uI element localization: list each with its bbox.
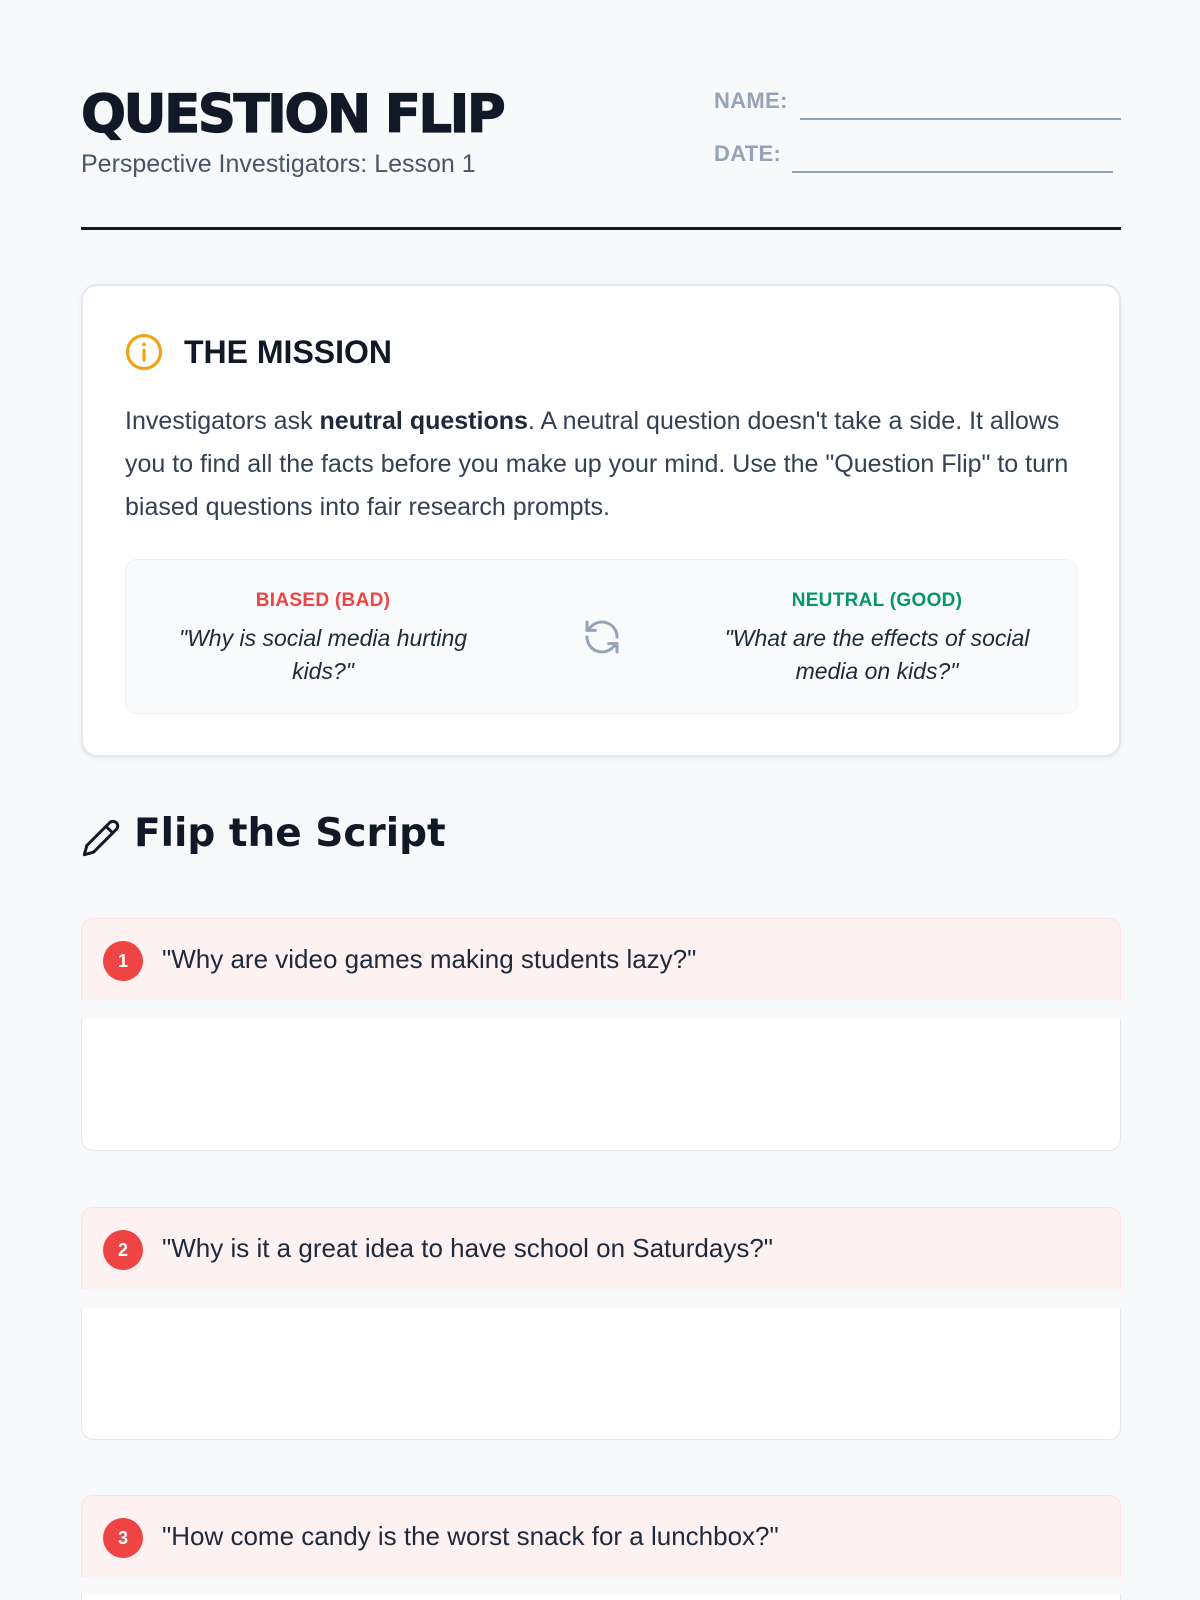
question-number-badge: 3 — [103, 1518, 143, 1558]
worksheet-header — [81, 84, 1121, 230]
question-number-badge: 2 — [103, 1230, 143, 1270]
question-text: "Why is it a great idea to have school on Saturdays?" — [162, 1233, 774, 1263]
page-subtitle: Perspective Investigators: Lesson 1 — [81, 150, 476, 178]
neutral-quote: "What are the effects of social media on kids?" — [724, 625, 1030, 684]
neutral-questions-emphasis: neutral questions — [319, 407, 528, 435]
refresh-icon — [582, 617, 622, 657]
name-field[interactable] — [800, 118, 1121, 120]
neutral-label: NEUTRAL (GOOD) — [791, 590, 963, 611]
answer-box-3[interactable] — [81, 1594, 1121, 1600]
mission-description: Investigators ask neutral questions. A neutral question doesn't take a side. It allows you to find all the facts before you make up your mind. Use the "Question Flip" to turn biased questions into fair research prompts. — [125, 407, 1069, 521]
mission-card — [81, 284, 1121, 757]
question-number-badge: 1 — [103, 941, 143, 981]
biased-label: BIASED (BAD) — [255, 590, 391, 611]
question-card-3 — [81, 1495, 1121, 1577]
date-label: DATE: — [714, 141, 782, 166]
date-field[interactable] — [792, 171, 1113, 173]
neutral-example — [712, 590, 1042, 688]
example-comparison — [125, 559, 1078, 714]
info-icon — [125, 333, 163, 371]
answer-box-1[interactable] — [81, 1019, 1121, 1151]
name-label: NAME: — [714, 88, 788, 113]
pencil-icon — [81, 818, 121, 858]
biased-quote: "Why is social media hurting kids?" — [178, 625, 468, 684]
mission-heading: THE MISSION — [184, 334, 393, 370]
biased-example — [158, 590, 488, 688]
question-text: "Why are video games making students lazy?" — [162, 944, 697, 974]
section-title: Flip the Script — [134, 811, 446, 856]
question-card-1 — [81, 918, 1121, 1000]
answer-box-2[interactable] — [81, 1308, 1121, 1440]
question-text: "How come candy is the worst snack for a lunchbox?" — [162, 1521, 779, 1551]
question-card-2 — [81, 1207, 1121, 1289]
page-title: QUESTION FLIP — [81, 84, 504, 145]
